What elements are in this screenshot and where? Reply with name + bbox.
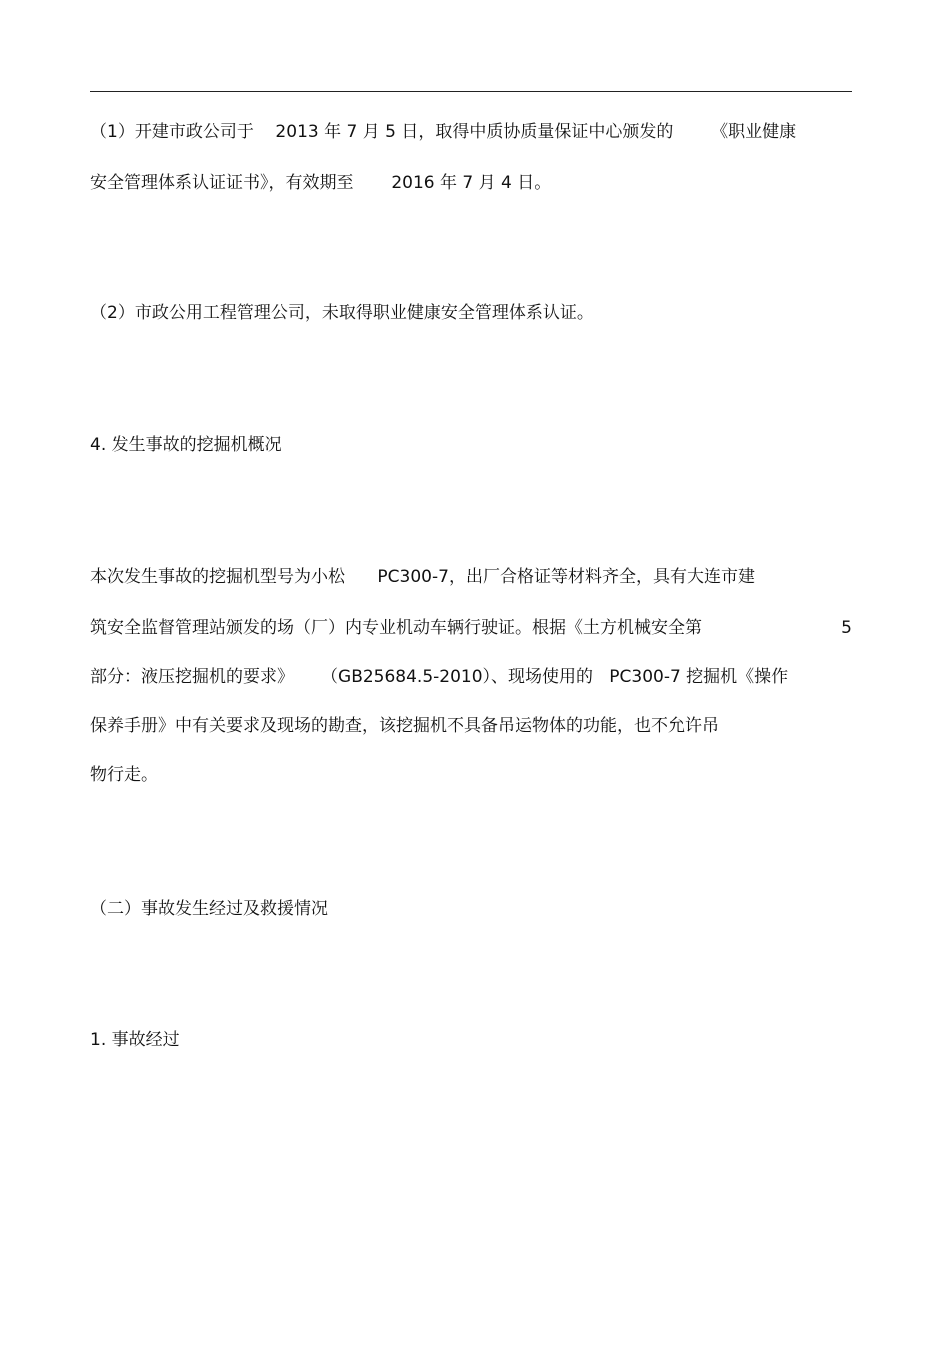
section-heading-two: （二）事故发生经过及救援情况 [90,899,328,919]
paragraph-1-line-2: 安全管理体系认证证书》，有效期至 2016 年 7 月 4 日。 [90,173,552,193]
paragraph-2: （2）市政公用工程管理公司，未取得职业健康安全管理体系认证。 [90,303,594,323]
paragraph-1-line-1: （1）开建市政公司于 2013 年 7 月 5 日，取得中质协质量保证中心颁发的 《职业健康 [90,122,797,142]
header-rule [90,91,852,92]
paragraph-3-line-3: 部分：液压挖掘机的要求》 （GB25684.5-2010）、现场使用的 PC300-7 挖掘机《操作 [90,667,789,687]
paragraph-3-line-5: 物行走。 [90,765,158,785]
paragraph-3-line-2-number: 5 [841,618,852,638]
section-heading-1: 1. 事故经过 [90,1030,180,1050]
paragraph-3-line-1: 本次发生事故的挖掘机型号为小松 PC300-7，出厂合格证等材料齐全，具有大连市建 [90,567,755,587]
section-heading-4: 4. 发生事故的挖掘机概况 [90,435,282,455]
paragraph-3-line-2: 筑安全监督管理站颁发的场（厂）内专业机动车辆行驶证。根据《土方机械安全第 [90,618,702,638]
paragraph-3-line-4: 保养手册》中有关要求及现场的勘查，该挖掘机不具备吊运物体的功能，也不允许吊 [90,716,719,736]
